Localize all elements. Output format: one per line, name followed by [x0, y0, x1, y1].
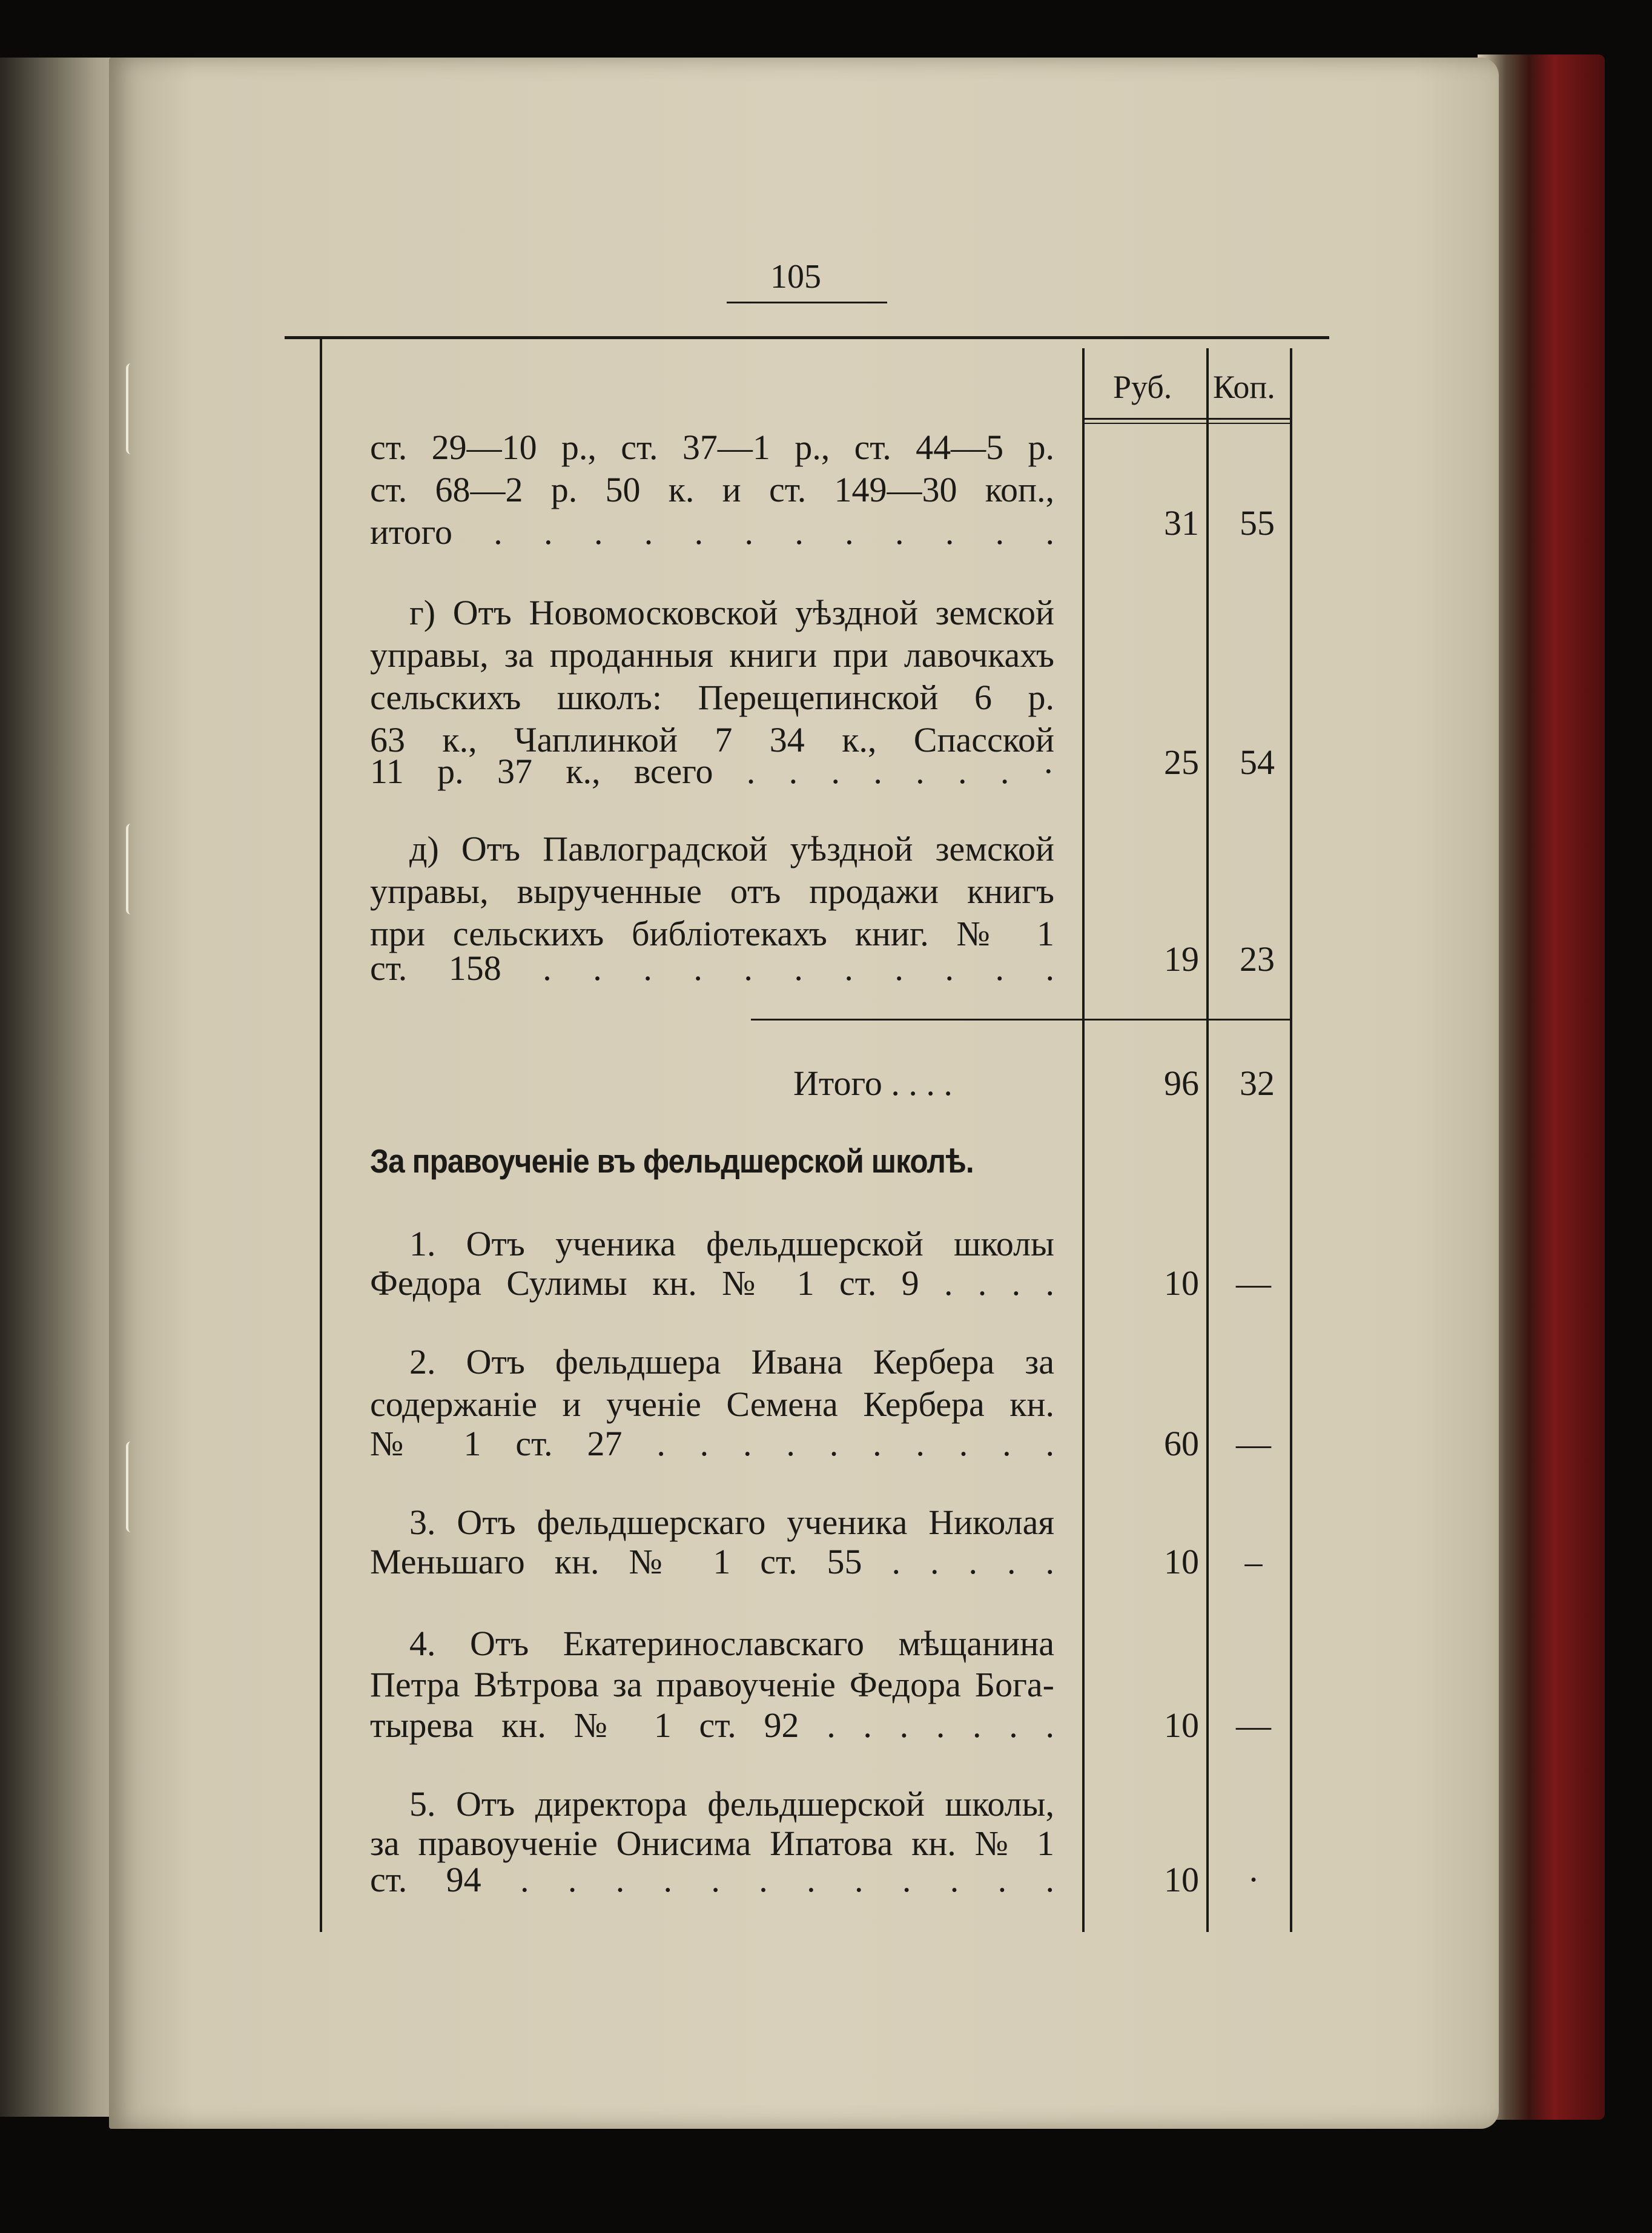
entry-line: ст. 158 . . . . . . . . . . .: [370, 948, 1054, 988]
rub-value: 31: [1164, 503, 1199, 543]
entry-line: г) Отъ Новомосковской уѣздной земской: [409, 593, 1054, 632]
total-label: Итого . . . .: [793, 1064, 953, 1103]
entry-line: Федора Сулимы кн. № 1 ст. 9 . . . .: [370, 1263, 1054, 1303]
binding-thread: [126, 363, 139, 454]
subtotal-rule: [751, 1019, 1290, 1021]
rub-value: 10: [1164, 1705, 1199, 1745]
entry-line: ст. 29—10 р., ст. 37—1 р., ст. 44—5 р.: [370, 428, 1054, 467]
entry-line: 11 р. 37 к., всего . . . . . . . ·: [370, 752, 1054, 791]
entry-line: за правоученіе Онисима Ипатова кн. № 1: [370, 1824, 1054, 1863]
entry-line: итого . . . . . . . . . . . .: [370, 512, 1054, 552]
total-kop: 32: [1240, 1064, 1275, 1103]
rub-value: 10: [1164, 1542, 1199, 1581]
entry-line: 3. Отъ фельдшерскаго ученика Николая: [409, 1503, 1054, 1542]
entry-line: ст. 68—2 р. 50 к. и ст. 149—30 коп.,: [370, 470, 1054, 509]
header-rule: [1082, 423, 1291, 424]
entry-line: содержаніе и ученіе Семена Кербера кн.: [370, 1384, 1054, 1424]
entry-line: управы, за проданныя книги при лавочкахъ: [370, 635, 1054, 675]
rub-value: 25: [1164, 743, 1199, 782]
entry-line: ст. 94 . . . . . . . . . . . .: [370, 1860, 1054, 1899]
entry-line: 2. Отъ фельдшера Ивана Кербера за: [409, 1342, 1054, 1381]
table-left-rule: [320, 339, 322, 1932]
kop-value: —: [1236, 1263, 1271, 1303]
entry-line: управы, вырученные отъ продажи книгъ: [370, 872, 1054, 911]
facing-page-edge: [0, 58, 121, 2117]
binding-thread: [126, 824, 139, 915]
kop-column-header: Коп.: [1213, 369, 1275, 405]
entry-line: сельскихъ школъ: Перещепинской 6 р.: [370, 678, 1054, 717]
table-top-rule: [285, 336, 1329, 339]
kop-column-rule: [1206, 348, 1209, 1932]
header-rule: [1082, 418, 1291, 420]
entry-line: Петра Вѣтрова за правоученіе Федора Бога-: [370, 1665, 1054, 1704]
rub-value: 10: [1164, 1263, 1199, 1303]
kop-value: 23: [1240, 939, 1275, 979]
kop-value: —: [1236, 1705, 1271, 1745]
rub-value: 19: [1164, 939, 1199, 979]
rub-value: 10: [1164, 1860, 1199, 1899]
kop-value: 55: [1240, 503, 1275, 543]
binding-thread: [126, 1441, 139, 1532]
entry-line: д) Отъ Павлоградской уѣздной земской: [409, 829, 1054, 868]
entry-line: № 1 ст. 27 . . . . . . . . . .: [370, 1424, 1054, 1463]
page-number-rule: [727, 302, 887, 303]
entry-line: 4. Отъ Екатеринославскаго мѣщанина: [409, 1624, 1054, 1663]
entry-line: Меньшаго кн. № 1 ст. 55 . . . . .: [370, 1542, 1054, 1581]
entry-line: 63 к., Чаплинкой 7 34 к., Спасской: [370, 720, 1054, 759]
kop-value: –: [1244, 1542, 1263, 1581]
entry-line: 5. Отъ директора фельдшерской школы,: [409, 1784, 1054, 1824]
section-heading: За правоученіе въ фельдшерской школѣ.: [370, 1142, 974, 1180]
rub-column-rule: [1082, 348, 1085, 1932]
kop-value: 54: [1240, 743, 1275, 782]
table-right-rule: [1290, 348, 1292, 1932]
rub-column-header: Руб.: [1113, 369, 1172, 405]
total-rub: 96: [1164, 1064, 1199, 1103]
kop-value: ·: [1247, 1860, 1260, 1899]
rub-value: 60: [1164, 1424, 1199, 1463]
entry-line: тырева кн. № 1 ст. 92 . . . . . . .: [370, 1705, 1054, 1745]
entry-line: 1. Отъ ученика фельдшерской школы: [409, 1224, 1054, 1263]
entry-line: при сельскихъ библіотекахъ книг. № 1: [370, 914, 1054, 953]
page-number: 105: [770, 258, 821, 296]
kop-value: —: [1236, 1424, 1271, 1463]
